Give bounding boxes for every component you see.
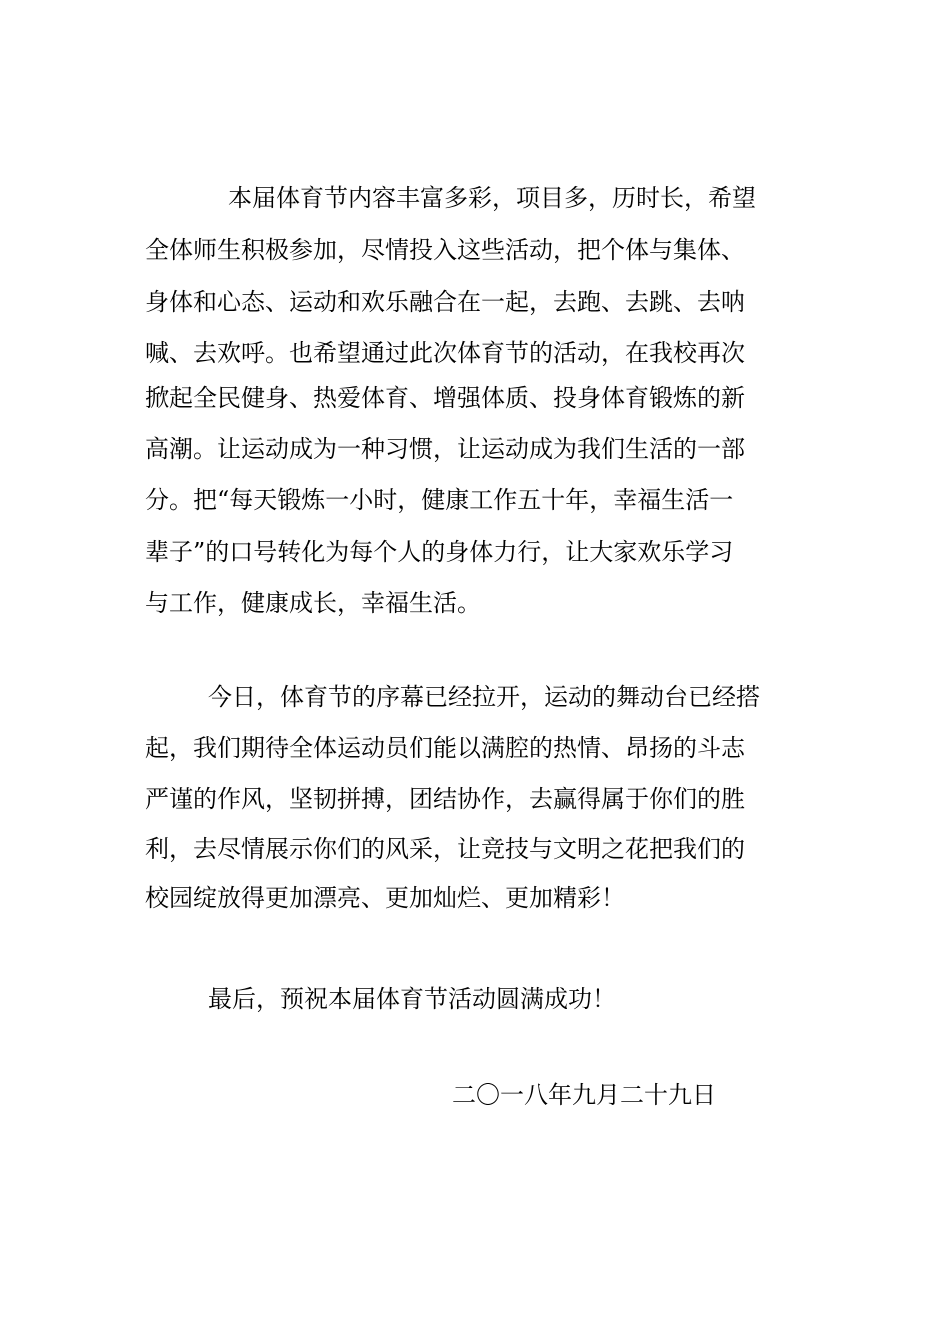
paragraph-1-line-2: 全体师生积极参加，尽情投入这些活动，把个体与集体、 bbox=[145, 236, 745, 264]
closing-line: 最后，预祝本届体育节活动圆满成功！ bbox=[208, 985, 616, 1013]
paragraph-1-line-4: 喊、去欢呼。也希望通过此次体育节的活动，在我校再次 bbox=[145, 339, 745, 367]
paragraph-2-line-1: 今日，体育节的序幕已经拉开，运动的舞动台已经搭 bbox=[208, 683, 760, 711]
paragraph-1-line-1: 本届体育节内容丰富多彩，项目多，历时长，希望 bbox=[228, 184, 756, 212]
paragraph-1-line-5: 掀起全民健身、热爱体育、增强体质、投身体育锻炼的新 bbox=[145, 384, 745, 412]
paragraph-1-line-7: 分。把“每天锻炼一小时，健康工作五十年，幸福生活一 bbox=[145, 486, 734, 514]
paragraph-1-line-8: 辈子”的口号转化为每个人的身体力行，让大家欢乐学习 bbox=[145, 538, 734, 566]
paragraph-2-line-2: 起，我们期待全体运动员们能以满腔的热情、昂扬的斗志 bbox=[145, 734, 745, 762]
paragraph-1-line-6: 高潮。让运动成为一种习惯，让运动成为我们生活的一部 bbox=[145, 435, 745, 463]
paragraph-1-line-9: 与工作，健康成长，幸福生活。 bbox=[145, 589, 481, 617]
paragraph-2-line-5: 校园绽放得更加漂亮、更加灿烂、更加精彩！ bbox=[145, 884, 625, 912]
paragraph-2-line-3: 严谨的作风，坚韧拼搏，团结协作，去赢得属于你们的胜 bbox=[145, 785, 745, 813]
paragraph-2-line-4: 利，去尽情展示你们的风采，让竞技与文明之花把我们的 bbox=[145, 835, 745, 863]
date-line: 二〇一八年九月二十九日 bbox=[452, 1081, 716, 1109]
paragraph-1-line-3: 身体和心态、运动和欢乐融合在一起，去跑、去跳、去呐 bbox=[145, 288, 745, 316]
